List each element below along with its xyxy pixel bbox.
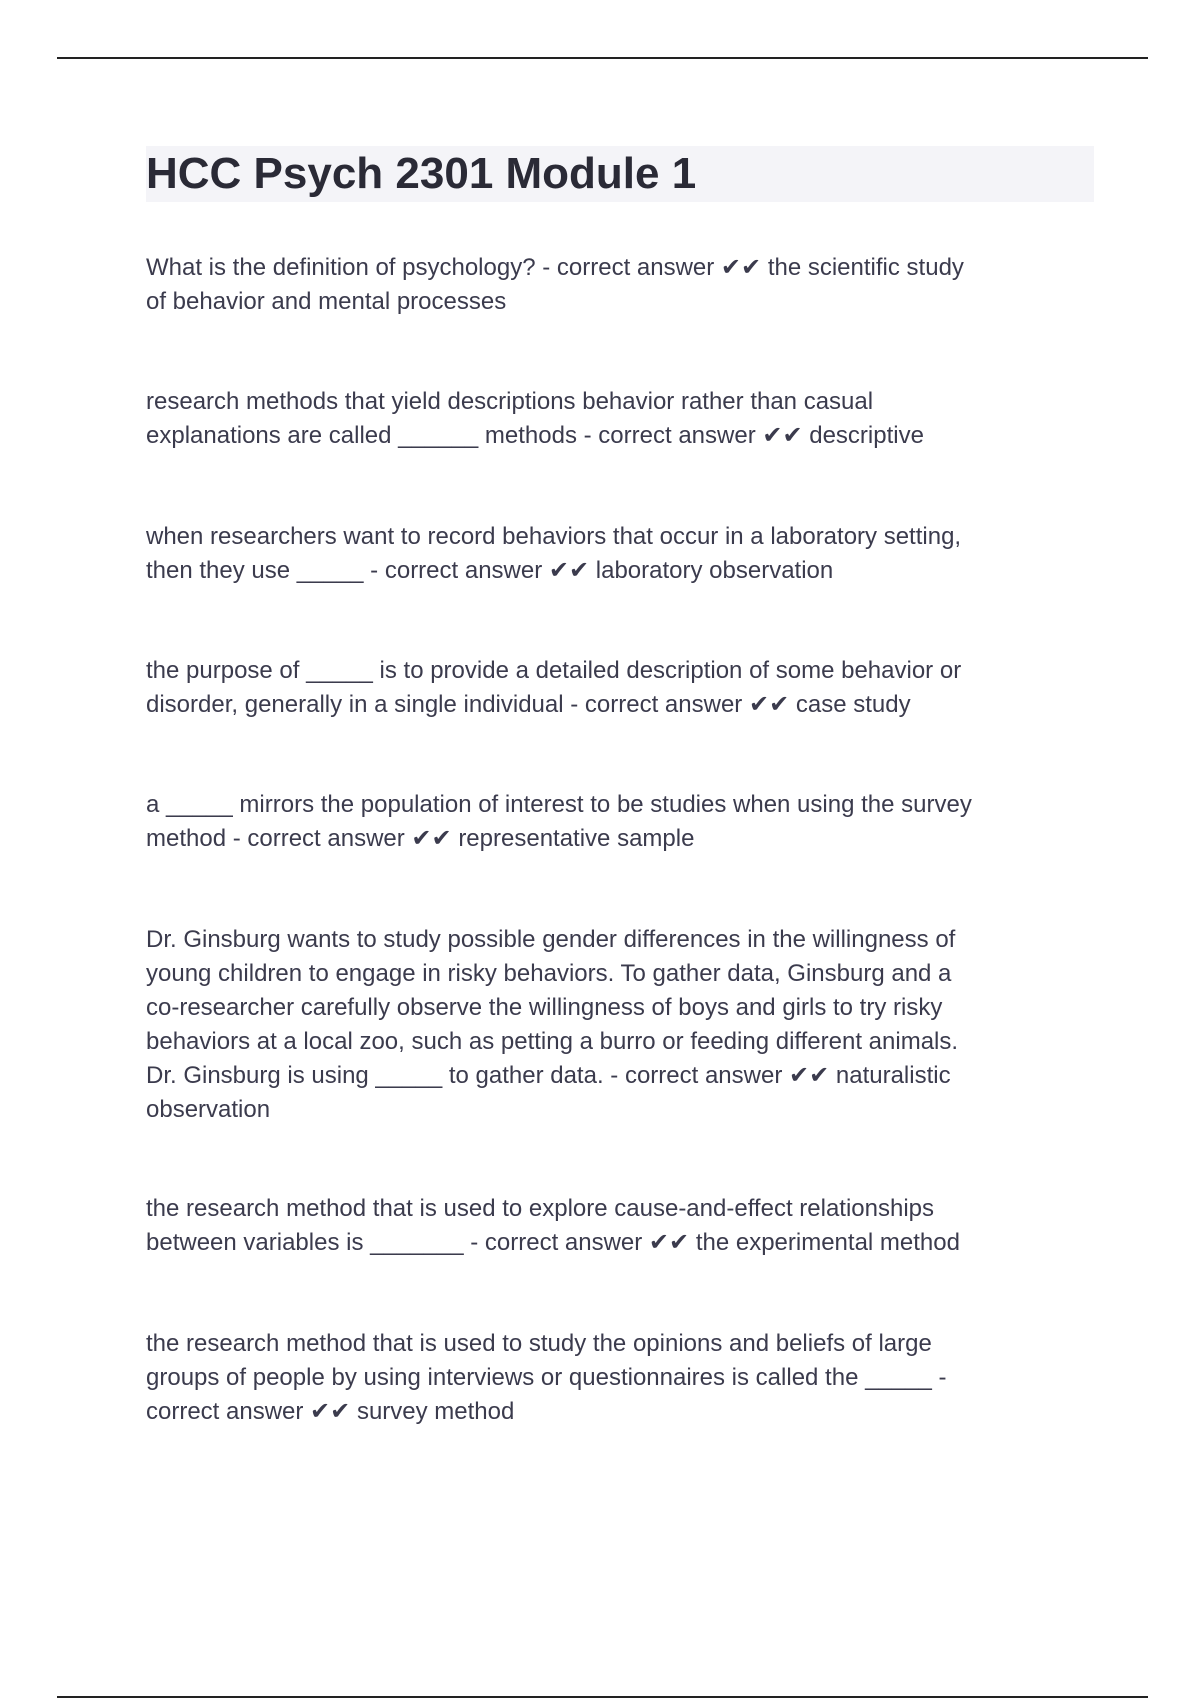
qa-item [146,654,1096,722]
qa-item [146,1192,1096,1260]
qa-line: explanations are called ______ methods - correct answer ✔✔ descriptive [146,422,924,449]
qa-item [146,923,1096,1127]
qa-line: groups of people by using interviews or questionnaires is called the _____ - [146,1364,947,1391]
qa-item [146,385,1096,453]
qa-line: observation [146,1096,271,1123]
qa-line: young children to engage in risky behaviors. To gather data, Ginsburg and a [146,960,952,987]
qa-line: when researchers want to record behaviors that occur in a laboratory setting, [146,523,962,550]
qa-line: between variables is _______ - correct answer ✔✔ the experimental method [146,1229,960,1256]
qa-line: then they use _____ - correct answer ✔✔ laboratory observation [146,557,834,584]
qa-line: Dr. Ginsburg wants to study possible gender differences in the willingness of [146,926,956,953]
qa-line: the research method that is used to study the opinions and beliefs of large [146,1330,932,1357]
qa-line: a _____ mirrors the population of interest to be studies when using the survey [146,791,972,818]
qa-line: What is the definition of psychology? - correct answer ✔✔ the scientific study [146,254,964,281]
qa-item [146,251,1096,319]
qa-item [146,1327,1096,1429]
qa-line: of behavior and mental processes [146,288,507,315]
qa-line: behaviors at a local zoo, such as petting a burro or feeding different animals. [146,1028,959,1055]
qa-line: co-researcher carefully observe the willingness of boys and girls to try risky [146,994,943,1021]
qa-line: the research method that is used to explore cause-and-effect relationships [146,1195,935,1222]
qa-line: disorder, generally in a single individual - correct answer ✔✔ case study [146,691,911,718]
qa-line: correct answer ✔✔ survey method [146,1398,515,1425]
qa-line: the purpose of _____ is to provide a detailed description of some behavior or [146,657,962,684]
qa-item [146,520,1096,588]
bottom-rule [57,1696,1148,1698]
qa-item [146,788,1096,856]
qa-line: method - correct answer ✔✔ representative sample [146,825,695,852]
qa-line: research methods that yield descriptions behavior rather than casual [146,388,874,415]
qa-line: Dr. Ginsburg is using _____ to gather data. - correct answer ✔✔ naturalistic [146,1062,951,1089]
top-rule [57,57,1148,59]
page-title: HCC Psych 2301 Module 1 [146,149,697,198]
